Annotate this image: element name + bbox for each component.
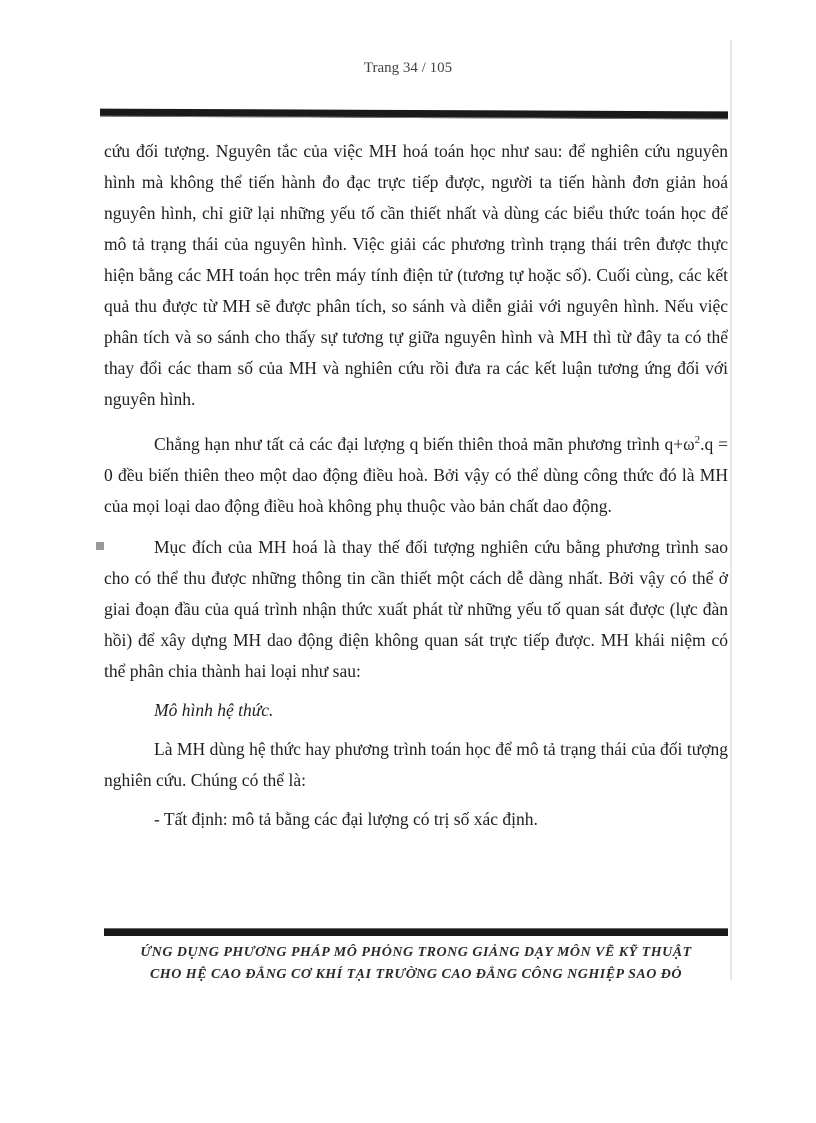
- header-rule: [100, 109, 728, 120]
- paragraph-3: Mục đích của MH hoá là thay thế đối tượng nghiên cứu bằng phương trình sao cho có thể thu được những thông tin cần thiết một cách dễ dàng nhất. Bởi vậy có thể ở giai đoạn đầu của quá trình nhận thức xuất phát từ những yếu tố quan sát được (lực đàn hồi) để xây dựng MH dao động điện không quan sát trực tiếp được. MH khái niệm có thể phân chia thành hai loại như sau:: [104, 536, 728, 681]
- body-text: [104, 136, 728, 835]
- paragraph-2-start: Chẳng hạn như tất cả các đại lượng q biến thiên thoả mãn phương trình q+ω: [154, 433, 695, 454]
- section-heading: Mô hình hệ thức.: [154, 699, 274, 720]
- footer: [104, 942, 728, 986]
- superscript-2: 2: [694, 434, 701, 446]
- footer-rule: [104, 928, 728, 936]
- list-item: - Tất định: mô tả bằng các đại lượng có trị số xác định.: [154, 808, 538, 829]
- page-number: Trang 34 / 105: [363, 60, 453, 76]
- footer-line-1: ỨNG DỤNG PHƯƠNG PHÁP MÔ PHỎNG TRONG GIẢNG DẠY MÔN VẼ KỸ THUẬT: [140, 945, 692, 960]
- paragraph-2: [104, 425, 728, 522]
- page-edge-shadow: [730, 40, 732, 980]
- paragraph-2-end: .q = 0 đều biến thiên theo một dao động điều hoà. Bởi vậy có thể dùng công thức đó là MH của mọi loại dao động điều hoà không phụ thuộc vào bản chất dao động.: [104, 433, 729, 516]
- paragraph-1: cứu đối tượng. Nguyên tắc của việc MH hoá toán học như sau: để nghiên cứu nguyên hình mà không thể tiến hành đo đạc trực tiếp được, người ta tiến hành đơn giản hoá nguyên hình, chỉ giữ lại những yếu tố cần thiết nhất và dùng các biểu thức toán học để mô tả trạng thái của nguyên hình. Việc giải các phương trình trạng thái trên được thực hiện bằng các MH toán học trên máy tính điện tử (tương tự hoặc số). Cuối cùng, các kết quả thu được từ MH sẽ được phân tích, so sánh và diễn giải với nguyên hình. Nếu việc phân tích và so sánh cho thấy sự tương tự giữa nguyên hình và MH thì từ đây ta có thể thay đổi các tham số của MH và nghiên cứu rồi đưa ra các kết luận tương ứng đối với nguyên hình.: [104, 141, 728, 409]
- paragraph-4: Là MH dùng hệ thức hay phương trình toán học để mô tả trạng thái của đối tượng nghiên cứu. Chúng có thể là:: [104, 738, 728, 790]
- footer-line-2: CHO HỆ CAO ĐẲNG CƠ KHÍ TẠI TRƯỜNG CAO ĐẲNG CÔNG NGHIỆP SAO ĐỎ: [149, 967, 683, 982]
- scan-speck: [96, 542, 104, 550]
